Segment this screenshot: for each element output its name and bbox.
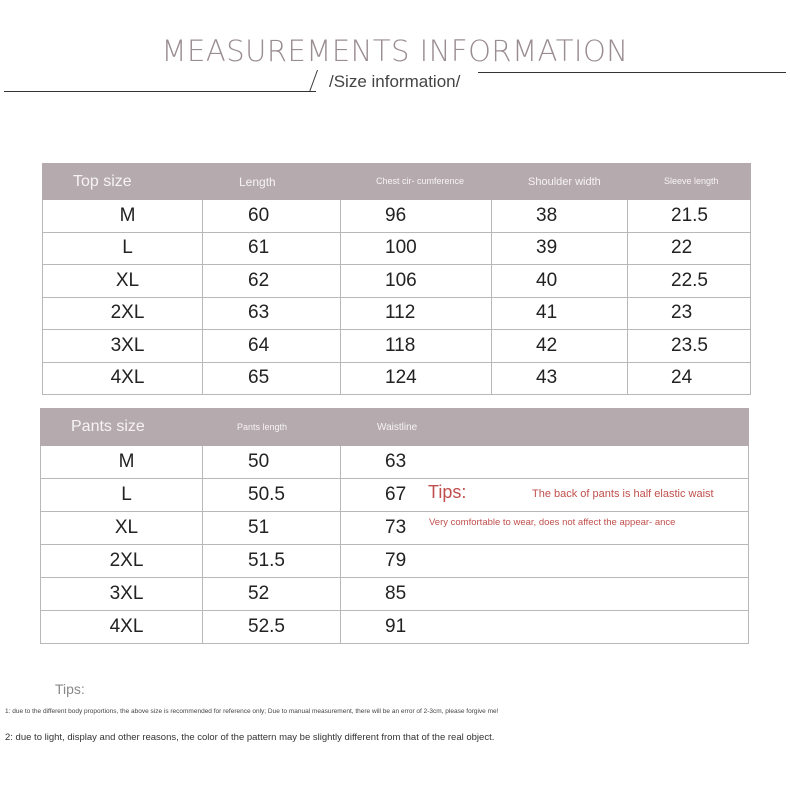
waist-cell: 63 bbox=[341, 446, 749, 479]
footer-tips-label: Tips: bbox=[55, 681, 85, 697]
pants-length-cell: 50 bbox=[203, 446, 341, 479]
table-row bbox=[43, 330, 751, 363]
shoulder-cell: 40 bbox=[492, 265, 628, 298]
chest-cell: 124 bbox=[341, 362, 492, 395]
size-cell: L bbox=[41, 479, 203, 512]
chest-cell: 100 bbox=[341, 232, 492, 265]
top-size-table bbox=[42, 163, 751, 395]
pants-tips-comfort-note: Very comfortable to wear, does not affect the appear- ance bbox=[429, 517, 676, 528]
length-cell: 63 bbox=[203, 297, 341, 330]
top-header-length: Length bbox=[203, 164, 341, 200]
length-cell: 61 bbox=[203, 232, 341, 265]
pants-length-cell: 50.5 bbox=[203, 479, 341, 512]
size-cell: 2XL bbox=[41, 545, 203, 578]
waist-cell: 91 bbox=[341, 611, 749, 644]
chest-cell: 106 bbox=[341, 265, 492, 298]
pants-header-length: Pants length bbox=[203, 409, 341, 446]
pants-length-cell: 51.5 bbox=[203, 545, 341, 578]
pants-header-waist: Waistline bbox=[341, 409, 749, 446]
size-cell: XL bbox=[41, 512, 203, 545]
table-row bbox=[43, 200, 751, 233]
table-row bbox=[41, 545, 749, 578]
footer-note-color: 2: due to light, display and other reasons, the color of the pattern may be slightly different from that of the real object. bbox=[5, 732, 495, 743]
chest-cell: 96 bbox=[341, 200, 492, 233]
footer-note-measurement: 1: due to the different body proportions, the above size is recommended for reference only; Due to manual measurement, there will be an error of 2-3cm, please forgive me! bbox=[5, 708, 499, 715]
size-cell: M bbox=[41, 446, 203, 479]
chest-cell: 112 bbox=[341, 297, 492, 330]
table-row bbox=[41, 611, 749, 644]
shoulder-cell: 39 bbox=[492, 232, 628, 265]
sleeve-cell: 23.5 bbox=[628, 330, 751, 363]
pants-length-cell: 52.5 bbox=[203, 611, 341, 644]
shoulder-cell: 41 bbox=[492, 297, 628, 330]
table-row bbox=[43, 297, 751, 330]
title-rule-right bbox=[478, 72, 786, 73]
size-cell: 4XL bbox=[43, 362, 203, 395]
waist-cell: 67 bbox=[341, 479, 749, 512]
table-row bbox=[43, 265, 751, 298]
top-table-header-row bbox=[43, 164, 751, 200]
sleeve-cell: 22.5 bbox=[628, 265, 751, 298]
sleeve-cell: 21.5 bbox=[628, 200, 751, 233]
table-row bbox=[43, 232, 751, 265]
size-cell: XL bbox=[43, 265, 203, 298]
sleeve-cell: 22 bbox=[628, 232, 751, 265]
pants-header-size: Pants size bbox=[41, 409, 203, 446]
waist-cell: 73 bbox=[341, 512, 749, 545]
length-cell: 62 bbox=[203, 265, 341, 298]
size-cell: 3XL bbox=[43, 330, 203, 363]
top-header-shoulder: Shoulder width bbox=[492, 164, 628, 200]
sleeve-cell: 24 bbox=[628, 362, 751, 395]
shoulder-cell: 43 bbox=[492, 362, 628, 395]
table-row bbox=[41, 446, 749, 479]
title-slash bbox=[309, 70, 318, 92]
top-header-sleeve: Sleeve length bbox=[628, 164, 751, 200]
size-cell: L bbox=[43, 232, 203, 265]
top-header-size: Top size bbox=[43, 164, 203, 200]
page-title: MEASUREMENTS INFORMATION bbox=[161, 34, 629, 68]
size-cell: M bbox=[43, 200, 203, 233]
shoulder-cell: 42 bbox=[492, 330, 628, 363]
waist-cell: 85 bbox=[341, 578, 749, 611]
length-cell: 65 bbox=[203, 362, 341, 395]
pants-tips-elastic-note: The back of pants is half elastic waist bbox=[532, 488, 714, 500]
size-cell: 4XL bbox=[41, 611, 203, 644]
length-cell: 64 bbox=[203, 330, 341, 363]
pants-length-cell: 51 bbox=[203, 512, 341, 545]
pants-table-header-row bbox=[41, 409, 749, 446]
size-cell: 3XL bbox=[41, 578, 203, 611]
top-header-chest: Chest cir- cumference bbox=[341, 164, 492, 200]
waist-cell: 79 bbox=[341, 545, 749, 578]
table-row bbox=[41, 578, 749, 611]
pants-length-cell: 52 bbox=[203, 578, 341, 611]
page-subtitle: /Size information/ bbox=[329, 72, 461, 91]
size-cell: 2XL bbox=[43, 297, 203, 330]
pants-tips bbox=[428, 482, 740, 528]
length-cell: 60 bbox=[203, 200, 341, 233]
chest-cell: 118 bbox=[341, 330, 492, 363]
table-row bbox=[43, 362, 751, 395]
shoulder-cell: 38 bbox=[492, 200, 628, 233]
pants-tips-heading: Tips: bbox=[428, 482, 467, 502]
title-rule-left bbox=[4, 91, 316, 92]
sleeve-cell: 23 bbox=[628, 297, 751, 330]
